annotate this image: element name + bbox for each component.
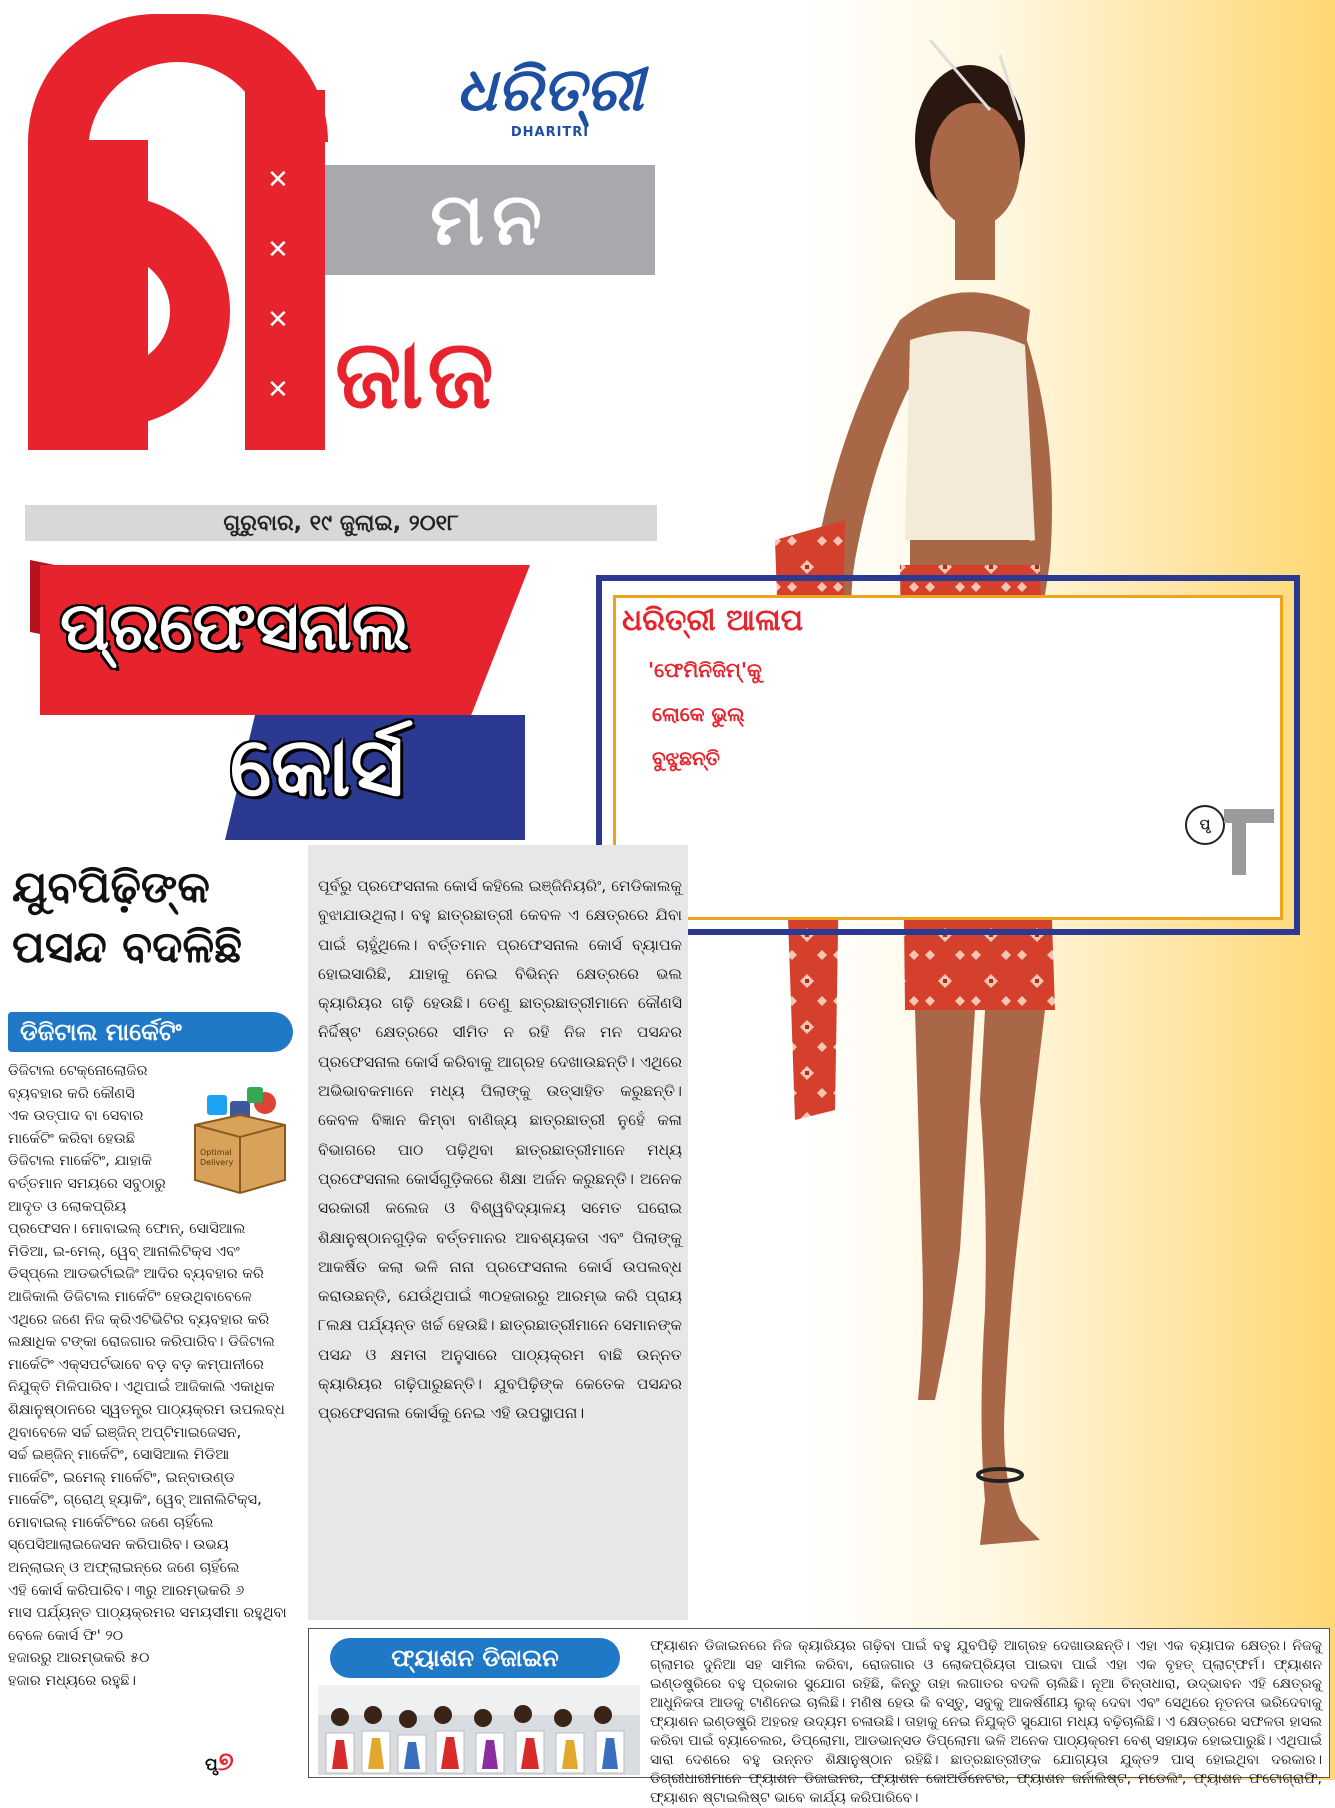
body-line: ଶିକ୍ଷାନୁଷ୍ଠାନରେ ସ୍ୱତନ୍ତ୍ର ପାଠ୍ୟକ୍ରମ ଉପଲବ୍ଧ [8, 1401, 285, 1418]
body-line: ମାର୍କେଟିଂ, ଇମେଲ୍ ମାର୍କେଟିଂ, ଇନ୍‌ବାଉଣ୍ଡ [8, 1469, 235, 1486]
digital-marketing-page-ref[interactable] [205, 1747, 234, 1778]
cross-icon: ✕ [267, 235, 289, 265]
digital-marketing-body [8, 1060, 338, 1693]
fashion-design-body: ଫ୍ୟାଶନ ଡିଜାଇନରେ ନିଜ କ୍ୟାରିୟର ଗଢ଼ିବା ପାଇଁ ବହୁ ଯୁବପିଢ଼ି ଆଗ୍ରହ ଦେଖାଉଛନ୍ତି। ଏହା ଏକ ବ୍ୟାପକ କ୍ଷେତ୍ର। ନିଜକୁ ଗ୍ଲାମର ଦୁନିଆ ସହ ସାମିଲ କରିବା, ରୋଜଗାର ଓ ଲୋକପ୍ରିୟତା ପାଇବା ପାଇଁ ଏହା ଏକ ବୃହତ୍ ପ୍ଲାଟ୍‌ଫର୍ମ। ଫ୍ୟାଶନ ଇଣ୍ଡଷ୍ଟ୍ରିରେ ବହୁ ପ୍ରକାର ସୁଯୋଗ ରହିଛି, କିନ୍ତୁ ତାହା ଲଗାତର ବଦଳି ଚାଲିଛି। ନୂଆ ଚିନ୍ତାଧାରା, ଉଦ୍ଭାବନ ଏହି କ୍ଷେତ୍ରକୁ ଆଧୁନିକତା ଆଡକୁ ଟାଣିନେଇ ଚାଲିଛି। ମଣିଷ ହେଉ କି ବସ୍ତୁ, ସବୁକୁ ଆକର୍ଷଣୀୟ ଲୁକ୍ ଦେବା ଏବଂ ସେଥିରେ ନୂତନତା ଭରିଦେବାକୁ ଫ୍ୟାଶନ ଇଣ୍ଡଷ୍ଟ୍ରି ଅହରହ ଉଦ୍ୟମ ଚଳାଉଛି। ତାହାକୁ ନେଇ ନିଯୁକ୍ତି ସୁଯୋଗ ମଧ୍ୟ ବଢ଼ିଚାଲିଛି। ଏ କ୍ଷେତ୍ରରେ ସଫଳତା ହାସଲ କରିବା ପାଇଁ ବ୍ୟାଚେଲର, ଡିପ୍ଲୋମା, ଆଡଭାନ୍ସଡ ଡିପ୍ଲୋମା ଭଳି ଅନେକ ପାଠ୍ୟକ୍ରମ ବେଶ୍ ସହାୟକ ହୋଇପାରୁଛି। ଏଥିପାଇଁ ସାରା ଦେଶରେ ବହୁ ଉନ୍ନତ ଶିକ୍ଷାନୁଷ୍ଠାନ ରହିଛି। ଛାତ୍ରଛାତ୍ରୀଙ୍କ ଯୋଗ୍ୟତା ଯୁକ୍ତ୨ ପାସ୍ ହୋଇଥିବା ଦରକାର। ଡିଗ୍ରୀଧାରୀମାନେ ଫ୍ୟାଶନ ଡିଜାଇନର, ଫ୍ୟାଶନ କୋଅର୍ଡିନେଟର, ଫ୍ୟାଶନ ଜର୍ନାଲିଷ୍ଟ, ମଡେଲିଂ, ଫ୍ୟାଶନ ଫଟୋଗ୍ରାଫି, ଫ୍ୟାଶନ ଷ୍ଟାଇଲିଷ୍ଟ ଭାବେ କାର୍ଯ୍ୟ କରିପାରିବେ। [650, 1638, 1322, 1806]
masthead-red-bar [245, 90, 325, 450]
body-line: ମିଡିଆ, ଇ-ମେଲ୍, ୱେବ୍ ଆନାଲିଟିକ୍ସ ଏବଂ [8, 1243, 240, 1260]
alaap-teaser-line: ଲୋକେ ଭୁଲ୍ [652, 702, 745, 726]
body-line: ମାର୍କେଟିଂ କରିବା ହେଉଛି [8, 1130, 136, 1147]
body-line: ହଜାରରୁ ଆରମ୍ଭକରି ୫୦ [8, 1650, 150, 1667]
fashion-students-photo [318, 1685, 640, 1775]
headline-line-1: ପ୍ରଫେସନାଲ [60, 588, 410, 665]
page-number-graphic [1224, 805, 1274, 875]
body-line: ଡିଜିଟାଲ ଟେକ୍ନୋଲୋଜିର [8, 1063, 148, 1079]
body-line: ଏହି କୋର୍ସ କରିପାରିବ। ୩ରୁ ଆରମ୍ଭକରି ୬ [8, 1582, 245, 1599]
date-bar [25, 505, 657, 541]
box-label: Optimal [200, 1148, 232, 1157]
fashion-design-banner: ଫ୍ୟାଶନ ଡିଜାଇନ [330, 1638, 620, 1678]
box-label: Delivery [200, 1158, 234, 1167]
body-line: ଡିଜିଟାଲ ମାର୍କେଟିଂ, ଯାହାକି [8, 1153, 152, 1170]
body-line: ପ୍ରଫେସନ। ମୋବାଇଲ୍ ଫୋନ୍, ସୋସିଆଲ [8, 1221, 246, 1238]
body-line: ଏକ ଉତ୍ପାଦ ବା ସେବାର [8, 1108, 144, 1125]
body-line: ମୋବାଇଲ୍ ମାର୍କେଟିଂରେ ଜଣେ ଚାହିଁଲେ [8, 1514, 214, 1531]
body-line: ସ୍ପେସିଆଲାଇଜେସନ କରିପାରିବ। ଉଭୟ [8, 1537, 229, 1554]
masthead-jaja: ଜାଜ [335, 318, 498, 430]
intro-article-body: ପୂର୍ବରୁ ପ୍ରଫେସନାଲ କୋର୍ସ କହିଲେ ଇଞ୍ଜିନିୟରିଂ, ମେଡିକାଲକୁ ବୁଝାଯାଉଥିଲା। ବହୁ ଛାତ୍ରଛାତ୍ରୀ କେବଳ ଏ କ୍ଷେତ୍ରରେ ଯିବା ପାଇଁ ଚାହୁଁଥିଲେ। ବର୍ତ୍ତମାନ ପ୍ରଫେସନାଲ କୋର୍ସ ବ୍ୟାପକ ହୋଇସାରିଛି, ଯାହାକୁ ନେଇ ବିଭିନ୍ନ କ୍ଷେତ୍ରରେ ଭଲ କ୍ୟାରିୟର ଗଢ଼ି ହେଉଛି। ତେଣୁ ଛାତ୍ରଛାତ୍ରୀମାନେ କୌଣସି ନିର୍ଦ୍ଦିଷ୍ଟ କ୍ଷେତ୍ରରେ ସୀମିତ ନ ରହି ନିଜ ମନ ପସନ୍ଦର ପ୍ରଫେସନାଲ କୋର୍ସ କରିବାକୁ ଆଗ୍ରହ ଦେଖାଉଛନ୍ତି। ଏଥିରେ ଅଭିଭାବକମାନେ ମଧ୍ୟ ପିଲାଙ୍କୁ ଉତ୍ସାହିତ କରୁଛନ୍ତି। କେବଳ ବିଜ୍ଞାନ କିମ୍ବା ବାଣିଜ୍ୟ ଛାତ୍ରଛାତ୍ରୀ ନୁହେଁ କଳା ବିଭାଗରେ ପାଠ ପଢ଼ିଥିବା ଛାତ୍ରଛାତ୍ରୀମାନେ ମଧ୍ୟ ପ୍ରଫେସନାଲ କୋର୍ସଗୁଡ଼ିକରେ ଶିକ୍ଷା ଅର୍ଜନ କରୁଛନ୍ତି। ଅନେକ ସରକାରୀ କଲେଜ ଓ ବିଶ୍ୱବିଦ୍ୟାଳୟ ସମେତ ଘରୋଇ ଶିକ୍ଷାନୁଷ୍ଠାନଗୁଡ଼ିକ ବର୍ତ୍ତମାନର ଆବଶ୍ୟକତା ଏବଂ ପିଲାଙ୍କୁ ଆକର୍ଷିତ କଲା ଭଳି ନାନା ପ୍ରଫେସନାଲ କୋର୍ସ ଉପଲବ୍ଧ କରାଉଛନ୍ତି, ଯେଉଁଥିପାଇଁ ୩୦ହଜାରରୁ ଆରମ୍ଭ କରି ପ୍ରାୟ ୮ଲକ୍ଷ ପର୍ଯ୍ୟନ୍ତ ଖର୍ଚ୍ଚ ହେଉଛି। ଛାତ୍ରଛାତ୍ରୀମାନେ ସେମାନଙ୍କ ପସନ୍ଦ ଓ କ୍ଷମତା ଅନୁସାରେ ପାଠ୍ୟକ୍ରମ ବାଛି ଉନ୍ନତ କ୍ୟାରିୟର ଗଢ଼ିପାରୁଛନ୍ତି। ଯୁବପିଢ଼ିଙ୍କ କେତେକ ପସନ୍ଦର ପ୍ରଫେସନାଲ କୋର୍ସକୁ ନେଇ ଏହି ଉପସ୍ଥାପନା। [318, 877, 682, 1423]
body-line: ଅନ୍‌ଲାଇନ୍ ଓ ଅଫ୍‌ଲାଇନ୍‌ରେ ଜଣେ ଚାହିଁଲେ [8, 1560, 240, 1577]
body-line: ଲକ୍ଷାଧିକ ଟଙ୍କା ରୋଜଗାର କରିପାରିବ। ଡିଜିଟାଲ [8, 1334, 275, 1351]
body-line: ମାର୍କେଟିଂ, ଗ୍ରୋଥ୍ ହ୍ୟାକିଂ, ୱେବ୍ ଆନାଲିଟିକ୍ସ, [8, 1492, 262, 1509]
subheadline [12, 858, 312, 978]
logo-subtext: DHARITRI [510, 125, 590, 140]
body-line: ଆଦୃତ ଓ ଲୋକପ୍ରିୟ [8, 1198, 127, 1215]
body-line: ହଜାର ମଧ୍ୟରେ ରହୁଛି। [8, 1673, 137, 1690]
body-line: ବ୍ୟବହାର କରି କୌଣସି [8, 1085, 135, 1102]
cross-icon: ✕ [267, 375, 289, 405]
page-prefix: ପୃ [205, 1755, 218, 1775]
subhead-line-2: ପସନ୍ଦ ବଦଳିଛି [12, 922, 243, 973]
alaap-teaser-line: ବୁଝୁଛନ୍ତି [652, 746, 720, 770]
alaap-title: ଧରିତ୍ରୀ ଆଳାପ [622, 603, 804, 638]
logo-text: ଧରିତ୍ରୀ [456, 55, 644, 125]
digital-marketing-banner: ଡିଜିଟାଲ ମାର୍କେଟିଂ [8, 1012, 293, 1052]
body-line: ସର୍ଚ୍ଚ ଇଞ୍ଜିନ୍ ମାର୍କେଟିଂ, ସୋସିଆଲ ମିଡିଆ [8, 1447, 230, 1464]
body-line: ମାସ ପର୍ଯ୍ୟନ୍ତ ପାଠ୍ୟକ୍ରମର ସମୟସୀମା ରହୁଥିବା [8, 1605, 287, 1622]
issue-date: ଗୁରୁବାର, ୧୯ ଜୁଲାଇ, ୨୦୧୮ [223, 510, 459, 536]
subhead-line-1: ଯୁବପିଢ଼ିଙ୍କ [12, 862, 210, 913]
body-line: ବେଳେ କୋର୍ସ ଫି' ୨୦ [8, 1627, 124, 1644]
body-line: ଥିବାବେଳେ ସର୍ଚ୍ଚ ଇଞ୍ଜିନ୍ ଅପ୍ଟିମାଇଜେସନ, [8, 1424, 242, 1441]
cross-icon: ✕ [267, 165, 289, 195]
masthead-mana: ମନ [430, 177, 550, 261]
body-line: ଏଥିରେ ଜଣେ ନିଜ କ୍ରିଏଟିଭିଟିର ବ୍ୟବହାର କରି [8, 1311, 270, 1328]
page-number: ୭ [217, 1747, 234, 1777]
body-line: ମାର୍କେଟିଂ ଏକ୍ସପର୍ଟଭାବେ ବଡ଼ ବଡ଼ କମ୍ପାନୀରେ [8, 1356, 264, 1373]
cross-icon: ✕ [267, 305, 289, 335]
body-line: ଡିସ୍‌ପ୍ଲେ ଆଡଭର୍ଟାଇଜିଂ ଆଦିର ବ୍ୟବହାର କରି [8, 1266, 264, 1283]
body-line: ଆଜିକାଲି ଡିଜିଟାଲ ମାର୍କେଟିଂ ହେଉଥିବାବେଳେ [8, 1288, 252, 1305]
page-prefix: ପୃ [1185, 805, 1225, 845]
body-line: ବର୍ତ୍ତମାନ ସମୟରେ ସବୁଠାରୁ [8, 1175, 166, 1192]
headline-line-2: କୋର୍ସ [230, 720, 404, 815]
alaap-teaser-line: 'ଫେମିନିଜିମ୍'କୁ [648, 658, 762, 682]
body-line: ନିଯୁକ୍ତି ମିଳିପାରିବ। ଏଥିପାଇଁ ଆଜିକାଲି ଏକାଧିକ [8, 1379, 275, 1396]
alaap-page-reference[interactable] [1180, 805, 1280, 875]
